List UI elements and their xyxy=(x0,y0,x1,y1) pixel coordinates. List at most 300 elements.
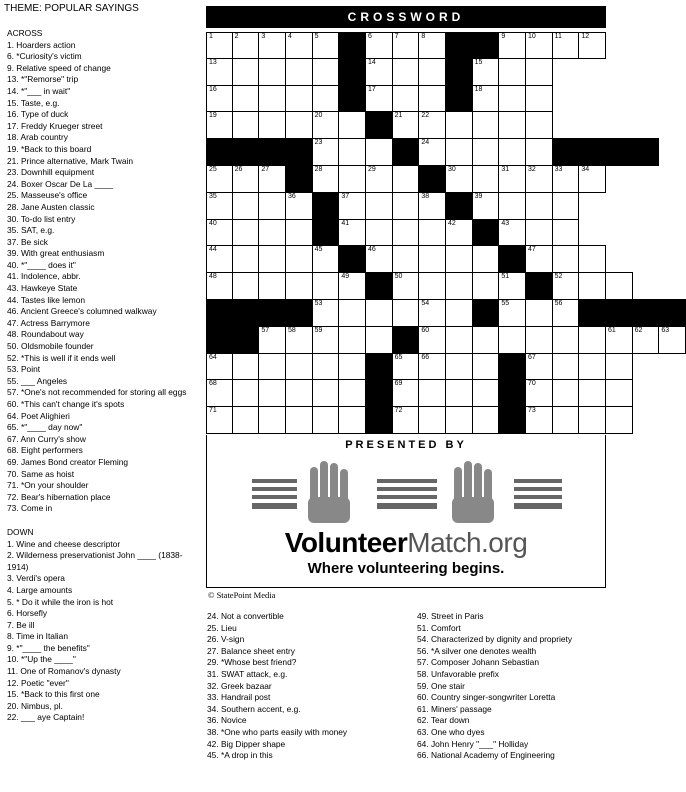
grid-cell[interactable] xyxy=(285,85,313,113)
clue-number: 59 xyxy=(314,326,323,334)
grid-cell[interactable] xyxy=(418,272,446,300)
grid-cell[interactable] xyxy=(206,165,233,193)
across-clue: 17. Freddy Krueger street xyxy=(7,120,103,131)
grid-cell[interactable] xyxy=(365,299,393,327)
grid-cell[interactable] xyxy=(392,272,420,300)
grid-cell[interactable] xyxy=(392,85,420,113)
grid-cell[interactable] xyxy=(525,138,553,166)
across-clue: 43. Hawkeye State xyxy=(7,283,78,294)
black-square xyxy=(498,245,526,273)
grid-cell[interactable] xyxy=(472,138,500,166)
grid-cell[interactable] xyxy=(418,245,446,273)
grid-cell[interactable] xyxy=(312,32,340,59)
down-clue: 57. Composer Johann Sebastian xyxy=(417,657,539,668)
grid-cell[interactable] xyxy=(552,165,580,193)
grid-cell[interactable] xyxy=(392,58,420,86)
grid-cell[interactable] xyxy=(392,245,420,273)
grid-cell[interactable] xyxy=(285,379,313,407)
grid-cell[interactable] xyxy=(605,326,633,354)
grid-cell[interactable] xyxy=(285,326,313,354)
grid-cell[interactable] xyxy=(392,299,420,327)
grid-cell[interactable] xyxy=(206,111,233,139)
grid-cell[interactable] xyxy=(365,138,393,166)
across-clue: 73. Come in xyxy=(7,503,53,514)
grid-cell[interactable] xyxy=(605,353,633,381)
volunteermatch-hands-logo xyxy=(252,457,562,527)
grid-cell[interactable] xyxy=(472,406,500,434)
grid-cell[interactable] xyxy=(338,138,366,166)
brand-bold: Volunteer xyxy=(284,527,408,558)
grid-cell[interactable] xyxy=(578,165,606,193)
down-clue: 27. Balance sheet entry xyxy=(207,645,295,656)
grid-cell[interactable] xyxy=(418,406,446,434)
clue-number: 7 xyxy=(394,33,399,40)
down-clue: 60. Country singer-songwriter Loretta xyxy=(417,692,556,703)
across-clue: 67. Ann Curry's show xyxy=(7,433,86,444)
grid-cell[interactable] xyxy=(418,379,446,407)
grid-cell[interactable] xyxy=(552,245,580,273)
grid-cell[interactable] xyxy=(258,406,286,434)
grid-cell[interactable] xyxy=(525,406,553,434)
grid-cell[interactable] xyxy=(418,219,446,247)
down-clue: 10. *"Up the ____" xyxy=(7,654,76,665)
grid-cell[interactable] xyxy=(578,272,606,300)
grid-cell[interactable] xyxy=(392,32,420,59)
grid-cell[interactable] xyxy=(312,138,340,166)
grid-cell[interactable] xyxy=(258,326,286,354)
grid-cell[interactable] xyxy=(605,406,633,434)
down-clue: 33. Handrail post xyxy=(207,692,271,703)
grid-cell[interactable] xyxy=(525,379,553,407)
grid-cell[interactable] xyxy=(418,326,446,354)
clue-number: 21 xyxy=(394,112,403,120)
grid-cell[interactable] xyxy=(206,272,233,300)
grid-cell[interactable] xyxy=(285,353,313,381)
grid-cell[interactable] xyxy=(285,192,313,220)
down-clue: 9. *"____ the benefits" xyxy=(7,642,90,653)
black-square xyxy=(365,353,393,381)
grid-cell[interactable] xyxy=(472,111,500,139)
black-square xyxy=(285,165,313,193)
grid-cell[interactable] xyxy=(392,406,420,434)
crossword-banner: CROSSWORD xyxy=(206,6,606,28)
grid-cell[interactable] xyxy=(445,379,473,407)
grid-cell[interactable] xyxy=(258,32,286,59)
across-clue: 24. Boxer Oscar De La ____ xyxy=(7,178,114,189)
black-square xyxy=(258,299,286,327)
clue-number: 1 xyxy=(209,33,213,40)
grid-cell[interactable] xyxy=(418,138,446,166)
grid-cell[interactable] xyxy=(285,58,313,86)
across-clue: 18. Arab country xyxy=(7,132,68,143)
clue-number: 2 xyxy=(234,33,239,40)
clue-number: 37 xyxy=(341,192,350,200)
grid-cell[interactable] xyxy=(525,326,553,354)
grid-cell[interactable] xyxy=(418,58,446,86)
grid-cell[interactable] xyxy=(525,299,553,327)
grid-cell[interactable] xyxy=(525,111,553,139)
grid-cell[interactable] xyxy=(525,58,553,86)
black-square xyxy=(392,326,420,354)
clue-number: 66 xyxy=(421,353,430,361)
grid-cell[interactable] xyxy=(338,111,366,139)
grid-cell[interactable] xyxy=(312,58,340,86)
grid-cell[interactable] xyxy=(472,353,500,381)
clue-number: 61 xyxy=(608,326,616,334)
grid-cell[interactable] xyxy=(498,219,526,247)
grid-cell[interactable] xyxy=(632,326,660,354)
grid-cell[interactable] xyxy=(232,85,260,113)
down-list-left xyxy=(7,539,197,725)
grid-cell[interactable] xyxy=(232,353,260,381)
grid-cell[interactable] xyxy=(552,406,580,434)
clue-number: 39 xyxy=(474,192,483,200)
grid-cell[interactable] xyxy=(418,353,446,381)
across-clue: 9. Relative speed of change xyxy=(7,62,111,73)
grid-cell[interactable] xyxy=(206,245,233,273)
grid-cell[interactable] xyxy=(418,85,446,113)
down-clue: 32. Greek bazaar xyxy=(207,680,272,691)
grid-cell[interactable] xyxy=(365,58,393,86)
grid-cell[interactable] xyxy=(498,299,526,327)
grid-cell[interactable] xyxy=(338,326,366,354)
grid-cell[interactable] xyxy=(472,192,500,220)
grid-cell[interactable] xyxy=(232,379,260,407)
grid-cell[interactable] xyxy=(365,192,393,220)
brand-tagline: Where volunteering begins. xyxy=(307,560,505,577)
clue-number: 52 xyxy=(554,273,563,281)
across-clue: 48. Roundabout way xyxy=(7,329,84,340)
clue-number: 51 xyxy=(501,273,510,281)
grid-cell[interactable] xyxy=(232,111,260,139)
clue-number: 34 xyxy=(581,166,590,173)
clue-number: 17 xyxy=(368,85,376,93)
grid-cell[interactable] xyxy=(258,85,286,113)
grid-cell[interactable] xyxy=(285,406,313,434)
grid-cell[interactable] xyxy=(552,219,580,247)
grid-cell[interactable] xyxy=(472,379,500,407)
grid-cell[interactable] xyxy=(338,272,366,300)
black-square xyxy=(632,138,660,166)
grid-cell[interactable] xyxy=(392,165,420,193)
grid-cell[interactable] xyxy=(258,111,286,139)
grid-cell[interactable] xyxy=(472,326,500,354)
grid-cell[interactable] xyxy=(498,58,526,86)
across-clue: 50. Oldsmobile founder xyxy=(7,341,94,352)
clue-number: 6 xyxy=(368,33,372,40)
down-clue: 26. V-sign xyxy=(207,634,245,645)
grid-cell[interactable] xyxy=(258,245,286,273)
grid-cell[interactable] xyxy=(338,379,366,407)
grid-cell[interactable] xyxy=(445,219,473,247)
grid-cell[interactable] xyxy=(498,32,526,59)
black-square xyxy=(578,299,606,327)
clue-number: 40 xyxy=(209,219,217,227)
grid-cell[interactable] xyxy=(232,192,260,220)
across-clue: 71. *On your shoulder xyxy=(7,480,89,491)
grid-cell[interactable] xyxy=(232,165,260,193)
clue-number: 3 xyxy=(261,33,266,40)
black-square xyxy=(258,138,286,166)
grid-cell[interactable] xyxy=(605,379,633,407)
grid-cell[interactable] xyxy=(365,219,393,247)
grid-cell[interactable] xyxy=(312,245,340,273)
down-clue: 29. *Whose best friend? xyxy=(207,657,297,668)
grid-cell[interactable] xyxy=(445,353,473,381)
grid-cell[interactable] xyxy=(285,111,313,139)
grid-cell[interactable] xyxy=(578,245,606,273)
down-clue: 64. John Henry "___" Holliday xyxy=(417,738,529,749)
black-square xyxy=(232,326,260,354)
grid-cell[interactable] xyxy=(206,192,233,220)
grid-cell[interactable] xyxy=(258,192,286,220)
grid-cell[interactable] xyxy=(472,85,500,113)
grid-cell[interactable] xyxy=(285,32,313,59)
grid-cell[interactable] xyxy=(365,326,393,354)
down-clue: 8. Time in Italian xyxy=(7,631,68,642)
grid-cell[interactable] xyxy=(232,406,260,434)
grid-cell[interactable] xyxy=(578,353,606,381)
grid-cell[interactable] xyxy=(392,379,420,407)
down-clue: 61. Miners' passage xyxy=(417,703,492,714)
clue-number: 9 xyxy=(501,33,506,40)
grid-cell[interactable] xyxy=(285,245,313,273)
grid-cell[interactable] xyxy=(498,85,526,113)
down-clue: 45. *A drop in this xyxy=(207,750,273,761)
grid-cell[interactable] xyxy=(232,272,260,300)
across-clue: 19. *Back to this board xyxy=(7,143,92,154)
grid-cell[interactable] xyxy=(312,299,340,327)
grid-cell[interactable] xyxy=(658,326,686,354)
grid-cell[interactable] xyxy=(392,192,420,220)
grid-cell[interactable] xyxy=(338,165,366,193)
grid-cell[interactable] xyxy=(418,192,446,220)
grid-cell[interactable] xyxy=(338,406,366,434)
grid-cell[interactable] xyxy=(258,165,286,193)
grid-cell[interactable] xyxy=(552,353,580,381)
down-clue: 54. Characterized by dignity and propriety xyxy=(417,634,573,645)
grid-cell[interactable] xyxy=(525,353,553,381)
clue-number: 64 xyxy=(209,353,217,361)
clue-number: 16 xyxy=(209,85,217,93)
clue-number: 44 xyxy=(209,246,217,254)
grid-cell[interactable] xyxy=(312,111,340,139)
grid-cell[interactable] xyxy=(258,353,286,381)
grid-cell[interactable] xyxy=(578,379,606,407)
grid-cell[interactable] xyxy=(312,326,340,354)
grid-cell[interactable] xyxy=(552,379,580,407)
grid-cell[interactable] xyxy=(392,219,420,247)
clue-number: 55 xyxy=(501,300,510,307)
down-clue: 56. *A silver one denotes wealth xyxy=(417,645,537,656)
theme-title: THEME: POPULAR SAYINGS xyxy=(4,3,139,14)
grid-cell[interactable] xyxy=(578,32,606,59)
grid-cell[interactable] xyxy=(365,32,393,59)
black-square xyxy=(472,299,500,327)
grid-cell[interactable] xyxy=(206,32,233,59)
down-clue: 3. Verdi's opera xyxy=(7,573,65,584)
grid-cell[interactable] xyxy=(445,326,473,354)
across-clue: 41. Indolence, abbr. xyxy=(7,271,81,282)
grid-cell[interactable] xyxy=(392,353,420,381)
across-clue: 28. Jane Austen classic xyxy=(7,201,95,212)
black-square xyxy=(605,299,633,327)
down-clue: 34. Southern accent, e.g. xyxy=(207,703,301,714)
grid-cell[interactable] xyxy=(498,192,526,220)
clue-number: 69 xyxy=(394,380,403,388)
clue-number: 70 xyxy=(528,380,536,388)
grid-cell[interactable] xyxy=(365,165,393,193)
grid-cell[interactable] xyxy=(206,406,233,434)
black-square xyxy=(445,192,473,220)
grid-cell[interactable] xyxy=(552,272,580,300)
grid-cell[interactable] xyxy=(258,219,286,247)
grid-cell[interactable] xyxy=(445,165,473,193)
black-square xyxy=(498,379,526,407)
down-clue: 51. Comfort xyxy=(417,622,461,633)
grid-cell[interactable] xyxy=(365,245,393,273)
grid-cell[interactable] xyxy=(578,326,606,354)
clue-number: 47 xyxy=(528,246,536,254)
grid-cell[interactable] xyxy=(498,111,526,139)
clue-number: 71 xyxy=(209,407,217,415)
grid-cell[interactable] xyxy=(445,272,473,300)
clue-number: 32 xyxy=(528,166,536,173)
grid-cell[interactable] xyxy=(605,272,633,300)
across-clue: 65. *"____ day now" xyxy=(7,422,83,433)
grid-cell[interactable] xyxy=(338,353,366,381)
grid-cell[interactable] xyxy=(552,192,580,220)
grid-cell[interactable] xyxy=(445,299,473,327)
grid-cell[interactable] xyxy=(392,111,420,139)
across-clue: 35. SAT, e.g. xyxy=(7,225,55,236)
black-square xyxy=(392,138,420,166)
grid-cell[interactable] xyxy=(232,245,260,273)
grid-cell[interactable] xyxy=(498,138,526,166)
brand-light: Match.org xyxy=(407,527,528,558)
clue-number: 28 xyxy=(314,166,323,173)
across-clue: 15. Taste, e.g. xyxy=(7,97,60,108)
clue-number: 27 xyxy=(261,166,270,173)
grid-cell[interactable] xyxy=(552,299,580,327)
grid-cell[interactable] xyxy=(338,192,366,220)
across-clue: 37. Be sick xyxy=(7,236,48,247)
grid-cell[interactable] xyxy=(525,32,553,59)
clue-number: 15 xyxy=(474,58,483,66)
down-clue: 12. Poetic "ever" xyxy=(7,677,69,688)
grid-cell[interactable] xyxy=(338,299,366,327)
grid-cell[interactable] xyxy=(312,272,340,300)
clue-number: 38 xyxy=(421,192,430,200)
grid-cell[interactable] xyxy=(552,32,580,59)
grid-cell[interactable] xyxy=(525,192,553,220)
clue-number: 14 xyxy=(368,58,376,66)
grid-cell[interactable] xyxy=(258,272,286,300)
grid-cell[interactable] xyxy=(472,272,500,300)
grid-cell[interactable] xyxy=(418,111,446,139)
grid-cell[interactable] xyxy=(525,219,553,247)
down-clue: 58. Unfavorable prefix xyxy=(417,668,499,679)
grid-cell[interactable] xyxy=(525,85,553,113)
black-square xyxy=(338,85,366,113)
grid-cell[interactable] xyxy=(258,379,286,407)
grid-cell[interactable] xyxy=(498,272,526,300)
clue-number: 12 xyxy=(581,33,590,40)
black-square xyxy=(285,138,313,166)
down-clue: 62. Tear down xyxy=(417,715,470,726)
grid-cell[interactable] xyxy=(445,245,473,273)
grid-cell[interactable] xyxy=(206,353,233,381)
black-square xyxy=(312,219,340,247)
grid-cell[interactable] xyxy=(578,406,606,434)
black-square xyxy=(578,138,606,166)
clue-number: 13 xyxy=(209,58,217,66)
grid-cell[interactable] xyxy=(525,165,553,193)
grid-cell[interactable] xyxy=(206,58,233,86)
grid-cell[interactable] xyxy=(525,245,553,273)
grid-cell[interactable] xyxy=(206,85,233,113)
down-clue: 24. Not a convertible xyxy=(207,611,284,621)
grid-cell[interactable] xyxy=(498,326,526,354)
clue-number: 31 xyxy=(501,166,510,173)
grid-cell[interactable] xyxy=(445,138,473,166)
grid-cell[interactable] xyxy=(338,219,366,247)
grid-cell[interactable] xyxy=(472,245,500,273)
grid-cell[interactable] xyxy=(552,326,580,354)
grid-cell[interactable] xyxy=(498,165,526,193)
grid-cell[interactable] xyxy=(418,299,446,327)
grid-cell[interactable] xyxy=(285,219,313,247)
black-square xyxy=(472,32,500,59)
grid-cell[interactable] xyxy=(472,165,500,193)
grid-cell[interactable] xyxy=(258,58,286,86)
clue-number: 73 xyxy=(528,407,536,415)
grid-cell[interactable] xyxy=(312,379,340,407)
clue-number: 25 xyxy=(209,166,217,173)
across-clue: 16. Type of duck xyxy=(7,109,69,120)
black-square xyxy=(365,111,393,139)
grid-cell[interactable] xyxy=(312,85,340,113)
grid-cell[interactable] xyxy=(232,219,260,247)
grid-cell[interactable] xyxy=(206,219,233,247)
grid-cell[interactable] xyxy=(312,353,340,381)
grid-cell[interactable] xyxy=(445,111,473,139)
black-square xyxy=(418,165,446,193)
grid-cell[interactable] xyxy=(365,85,393,113)
across-clue: 55. ___ Angeles xyxy=(7,375,68,386)
grid-cell[interactable] xyxy=(472,58,500,86)
grid-cell[interactable] xyxy=(312,406,340,434)
grid-cell[interactable] xyxy=(445,406,473,434)
down-list-mid xyxy=(207,611,407,762)
across-clue: 13. *"Remorse" trip xyxy=(7,74,79,85)
down-clue: 66. National Academy of Engineering xyxy=(417,750,555,761)
grid-cell[interactable] xyxy=(418,32,446,59)
grid-cell[interactable] xyxy=(232,32,260,59)
across-clue: 70. Same as hoist xyxy=(7,468,75,479)
clue-number: 30 xyxy=(448,166,456,173)
clue-number: 20 xyxy=(314,112,323,120)
grid-cell[interactable] xyxy=(232,58,260,86)
clue-number: 43 xyxy=(501,219,510,227)
clue-number: 18 xyxy=(474,85,483,93)
grid-cell[interactable] xyxy=(206,379,233,407)
down-clue: 63. One who dyes xyxy=(417,726,485,737)
grid-cell[interactable] xyxy=(285,272,313,300)
black-square xyxy=(338,32,366,59)
clue-number: 63 xyxy=(661,326,670,334)
grid-cell[interactable] xyxy=(312,165,340,193)
